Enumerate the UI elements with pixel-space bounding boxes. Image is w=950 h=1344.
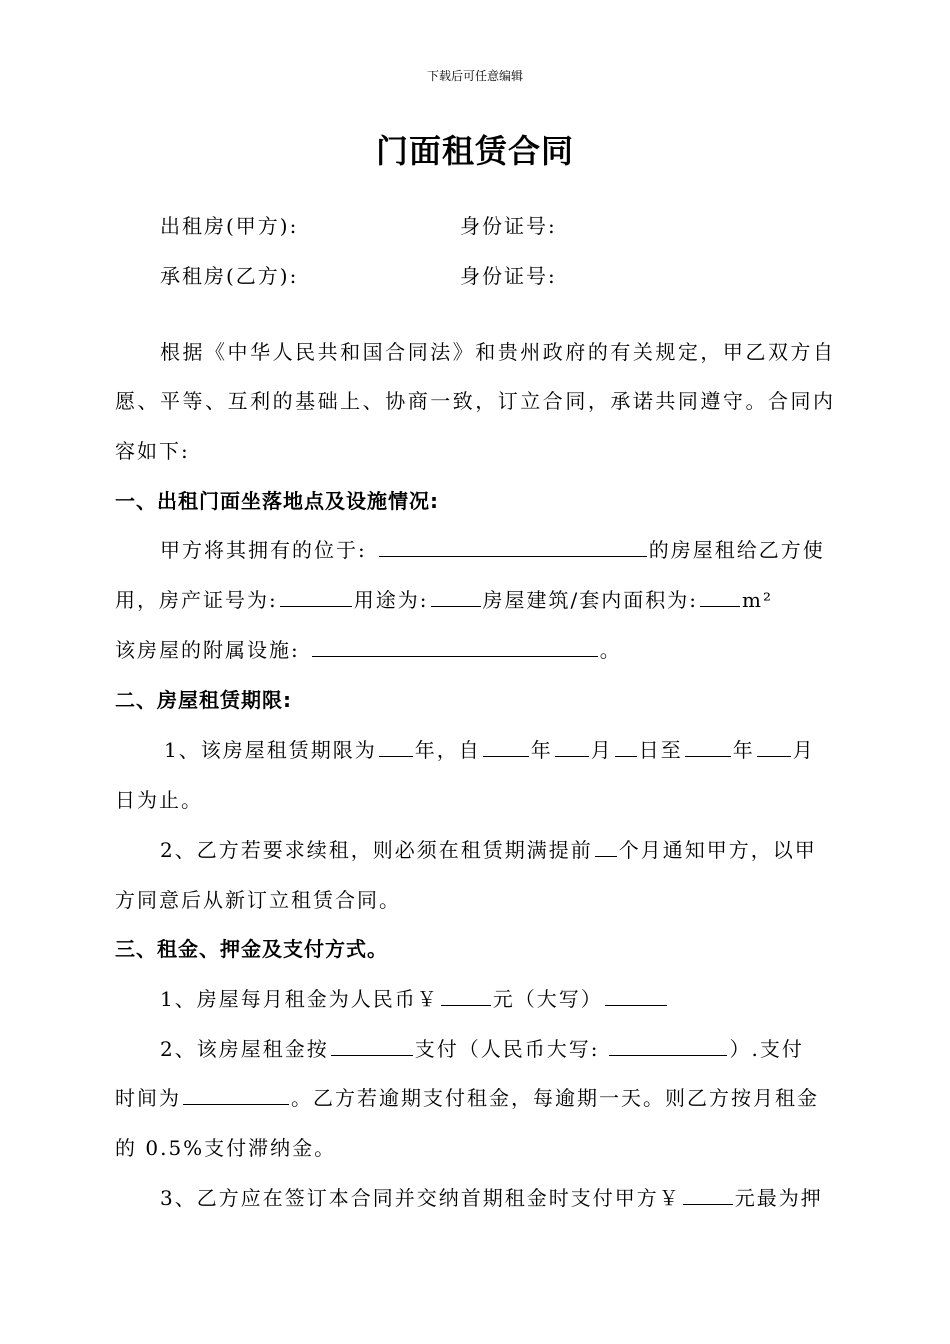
s1-facilities-end: 。 — [599, 638, 622, 662]
intro-line-1: 根据《中华人民共和国合同法》和贵州政府的有关规定，甲乙双方自 — [160, 340, 835, 364]
s2-item-2-line-1 — [160, 836, 817, 864]
lessee-id-label: 身份证号: — [460, 264, 557, 288]
lease-from-label: 年，自 — [414, 738, 481, 762]
s1-paragraph-line-1 — [160, 536, 825, 564]
deposit-suffix: 元最为押 — [734, 1186, 823, 1210]
lessee-label: 承租房(乙方): — [160, 264, 299, 288]
monthly-rent-words-label: 元（大写） — [492, 987, 603, 1011]
s1-area-unit: m² — [741, 588, 773, 612]
end-year-unit: 年 — [732, 738, 755, 762]
section-3-heading: 三、租金、押金及支付方式。 — [115, 937, 388, 961]
s2-item-1-line-2: 日为止。 — [115, 788, 203, 812]
location-blank[interactable] — [379, 538, 647, 557]
start-month-blank[interactable] — [555, 738, 589, 757]
renewal-label: 2、乙方若要求续租，则必须在租赁期满提前 — [160, 838, 593, 862]
s2-item-1-line-1 — [164, 736, 815, 764]
s1-location-suffix: 的房屋租给乙方使 — [648, 538, 825, 562]
renewal-suffix: 个月通知甲方，以甲 — [618, 838, 817, 862]
payment-cycle-label: 2、该房屋租金按 — [160, 1037, 329, 1061]
area-blank[interactable] — [700, 588, 740, 607]
s1-area-label: 房屋建筑/套内面积为: — [482, 588, 698, 612]
payment-time-label: 时间为 — [115, 1086, 181, 1110]
start-day-blank[interactable] — [615, 738, 637, 757]
monthly-rent-words-blank[interactable] — [605, 987, 667, 1006]
s1-paragraph-line-2 — [115, 586, 773, 614]
s1-facilities-label: 该房屋的附属设施: — [115, 638, 300, 662]
start-day-unit: 日至 — [638, 738, 683, 762]
start-year-unit: 年 — [530, 738, 553, 762]
intro-line-2: 愿、平等、互利的基础上、协商一致，订立合同，承诺共同遵守。合同内 — [115, 389, 835, 413]
s3-item-2-line-3: 的 0.5%支付滞纳金。 — [115, 1136, 337, 1160]
lessor-label: 出租房(甲方): — [160, 214, 299, 238]
intro-line-3: 容如下: — [115, 439, 190, 463]
monthly-rent-blank[interactable] — [441, 987, 491, 1006]
s3-item-3-line-1 — [160, 1184, 823, 1212]
start-year-blank[interactable] — [483, 738, 529, 757]
deposit-blank[interactable] — [683, 1186, 733, 1205]
monthly-rent-label: 1、房屋每月租金为人民币￥ — [160, 987, 439, 1011]
page-header-note: 下载后可任意编辑 — [426, 69, 523, 83]
renewal-months-blank[interactable] — [595, 838, 617, 857]
facilities-blank[interactable] — [312, 638, 598, 657]
end-month-unit: 月 — [792, 738, 815, 762]
s1-paragraph-line-3 — [115, 636, 622, 664]
payment-cycle-blank[interactable] — [331, 1037, 413, 1056]
section-1-heading: 一、出租门面坐落地点及设施情况: — [115, 489, 439, 513]
s1-usage-label: 用途为: — [353, 588, 429, 612]
s3-item-2-line-1 — [160, 1035, 804, 1063]
section-2-heading: 二、房屋租赁期限: — [115, 688, 292, 712]
usage-blank[interactable] — [431, 588, 481, 607]
end-year-blank[interactable] — [685, 738, 731, 757]
lease-years-blank[interactable] — [379, 738, 413, 757]
s1-cert-label: 用，房产证号为: — [115, 588, 278, 612]
payment-words-label: 支付（人民币大写: — [414, 1037, 600, 1061]
payment-time-blank[interactable] — [183, 1086, 289, 1105]
s1-location-label: 甲方将其拥有的位于: — [160, 538, 367, 562]
s2-item-2-line-2: 方同意后从新订立租赁合同。 — [115, 888, 401, 912]
lease-term-label: 1、该房屋租赁期限为 — [164, 738, 377, 762]
start-month-unit: 月 — [590, 738, 613, 762]
document-title: 门面租赁合同 — [375, 132, 574, 170]
payment-words-blank[interactable] — [609, 1037, 727, 1056]
s3-item-1 — [160, 985, 669, 1013]
payment-time-prefix: ）.支付 — [729, 1037, 804, 1061]
late-fee-text: 。乙方若逾期支付租金，每逾期一天。则乙方按月租金 — [291, 1086, 819, 1110]
cert-number-blank[interactable] — [280, 588, 352, 607]
end-month-blank[interactable] — [757, 738, 791, 757]
deposit-label: 3、乙方应在签订本合同并交纳首期租金时支付甲方￥ — [160, 1186, 681, 1210]
lessor-id-label: 身份证号: — [460, 214, 557, 238]
s3-item-2-line-2 — [115, 1084, 819, 1112]
